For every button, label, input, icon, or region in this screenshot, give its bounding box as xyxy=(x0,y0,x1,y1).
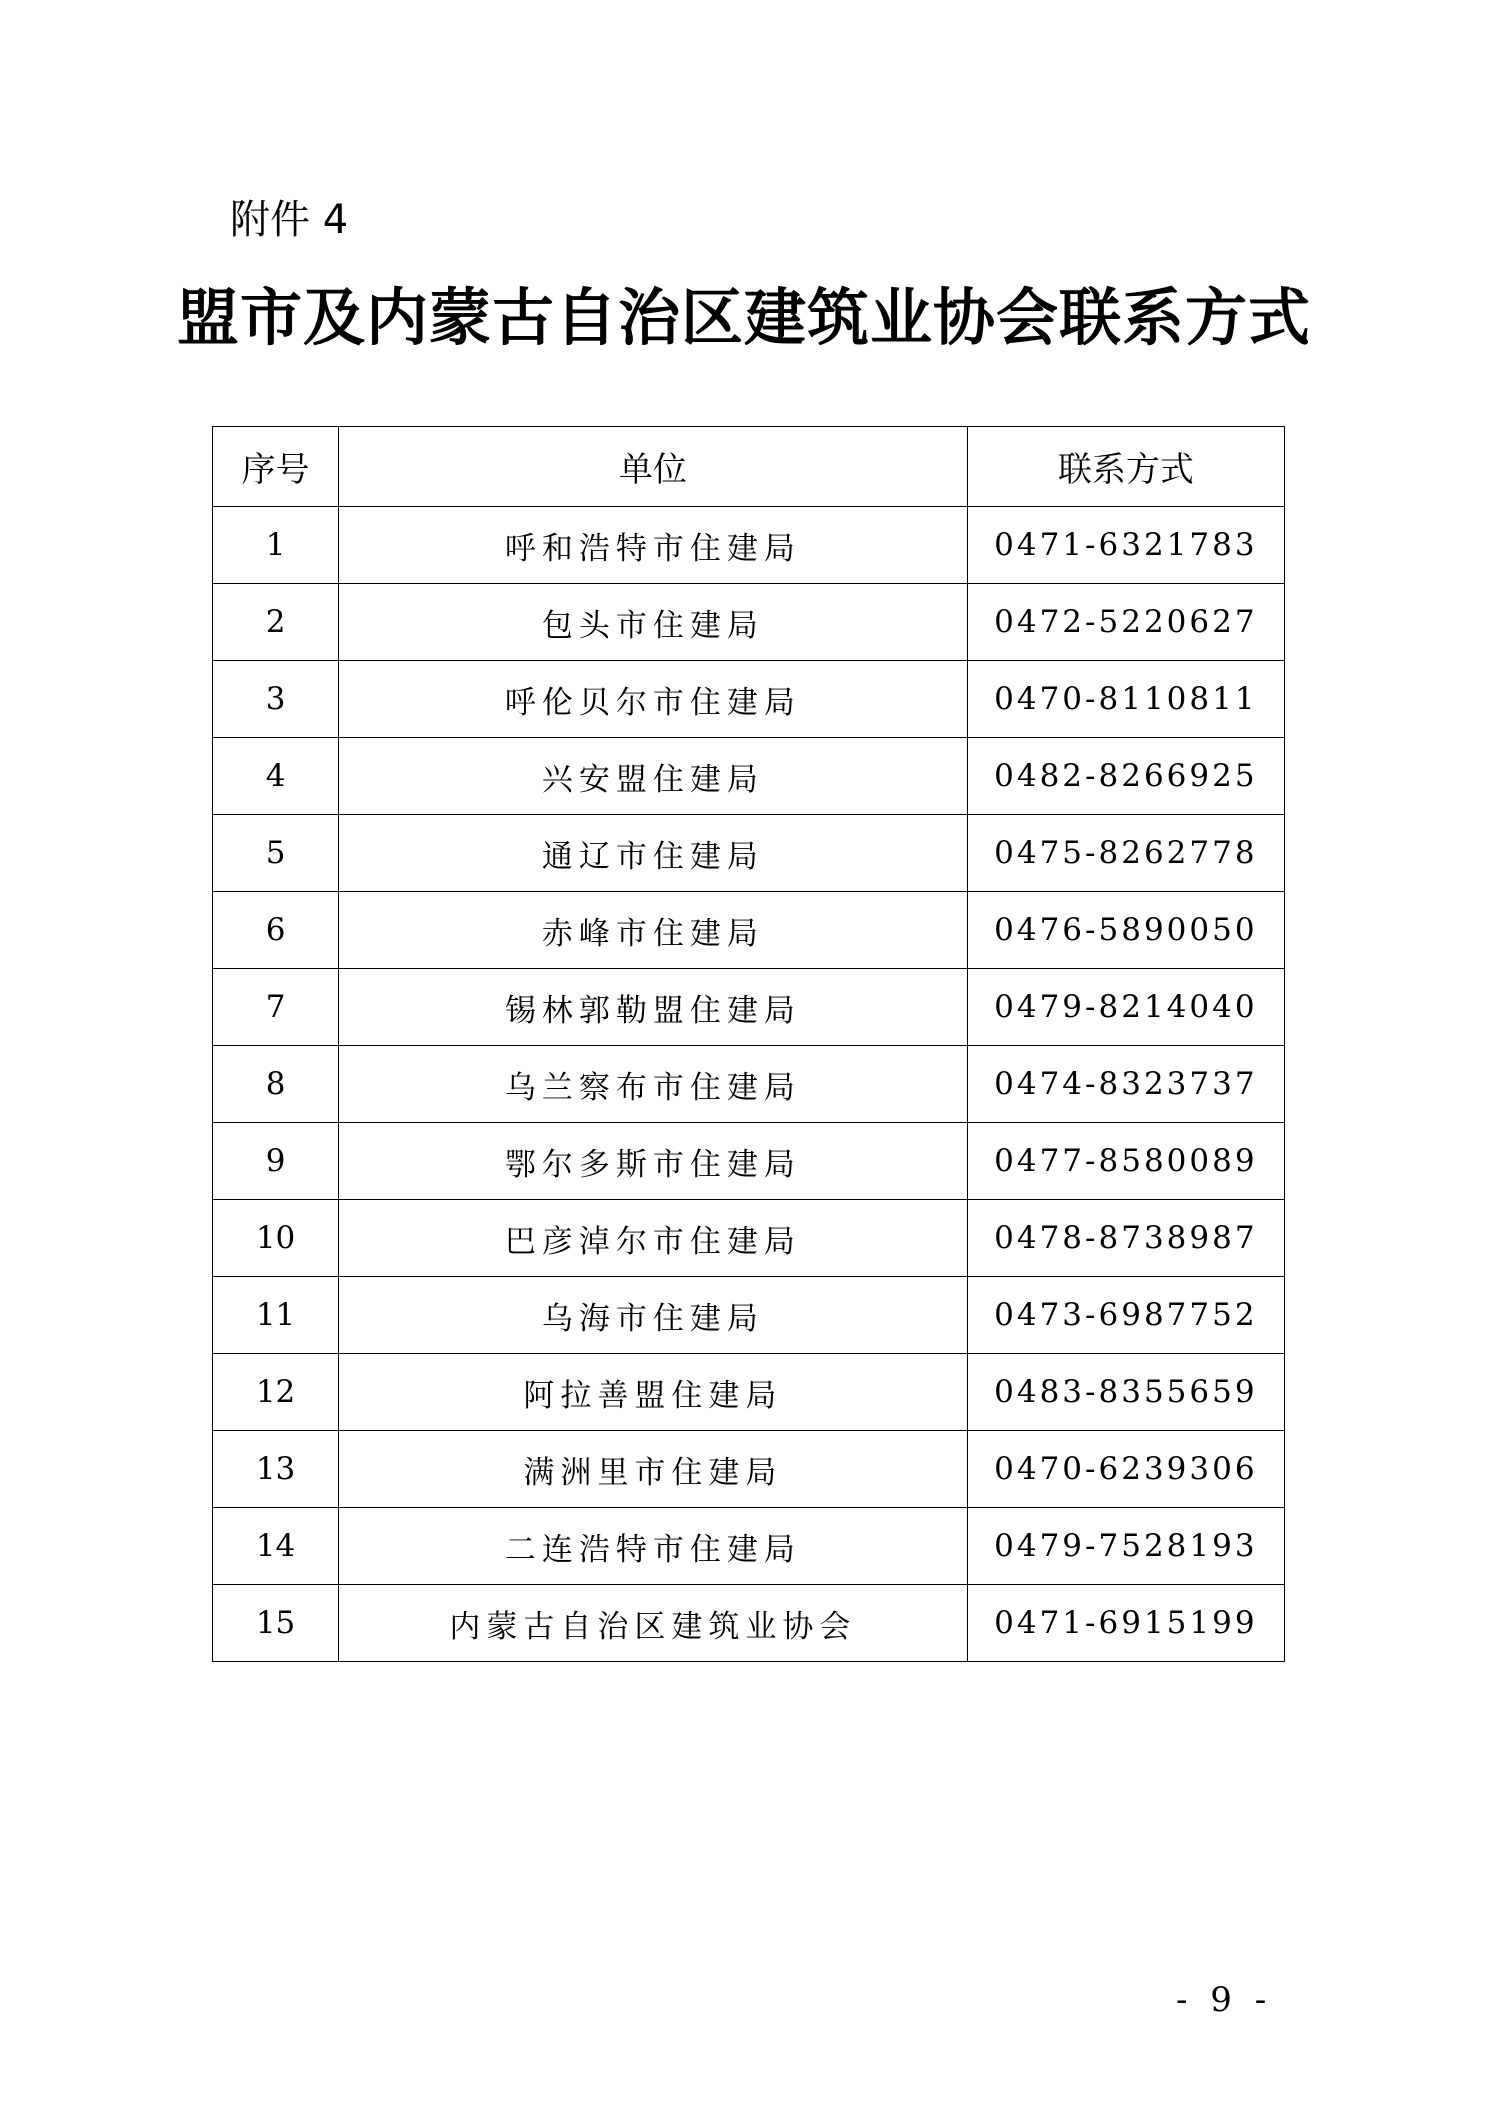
phone-number-cell: 0482-8266925 xyxy=(967,738,1284,815)
unit-name-cell: 阿拉善盟住建局 xyxy=(339,1354,968,1431)
page-title: 盟市及内蒙古自治区建筑业协会联系方式 xyxy=(176,281,1311,354)
row-number-cell: 10 xyxy=(213,1200,339,1277)
row-number-cell: 12 xyxy=(213,1354,339,1431)
table-row xyxy=(213,1046,1285,1123)
unit-name-cell: 呼和浩特市住建局 xyxy=(339,507,968,584)
row-number-cell: 6 xyxy=(213,892,339,969)
unit-name-cell: 兴安盟住建局 xyxy=(339,738,968,815)
table-body xyxy=(213,507,1285,1662)
table-row xyxy=(213,815,1285,892)
phone-number-cell: 0477-8580089 xyxy=(967,1123,1284,1200)
unit-name-cell: 包头市住建局 xyxy=(339,584,968,661)
unit-name-cell: 巴彦淖尔市住建局 xyxy=(339,1200,968,1277)
row-number-cell: 14 xyxy=(213,1508,339,1585)
unit-name-cell: 二连浩特市住建局 xyxy=(339,1508,968,1585)
page-number: - 9 - xyxy=(1176,1980,1273,2020)
unit-name-cell: 鄂尔多斯市住建局 xyxy=(339,1123,968,1200)
phone-number-cell: 0479-7528193 xyxy=(967,1508,1284,1585)
table-row xyxy=(213,1277,1285,1354)
row-number-cell: 2 xyxy=(213,584,339,661)
table-row xyxy=(213,892,1285,969)
unit-name-cell: 乌海市住建局 xyxy=(339,1277,968,1354)
attachment-label: 附件 4 xyxy=(230,197,349,243)
row-number-cell: 15 xyxy=(213,1585,339,1662)
table-row xyxy=(213,1200,1285,1277)
phone-number-cell: 0479-8214040 xyxy=(967,969,1284,1046)
row-number-cell: 7 xyxy=(213,969,339,1046)
phone-number-cell: 0483-8355659 xyxy=(967,1354,1284,1431)
column-header-phone: 联系方式 xyxy=(967,427,1284,507)
phone-number-cell: 0473-6987752 xyxy=(967,1277,1284,1354)
phone-number-cell: 0474-8323737 xyxy=(967,1046,1284,1123)
column-header-unit: 单位 xyxy=(339,427,968,507)
contact-table xyxy=(212,426,1285,1662)
table-row xyxy=(213,1123,1285,1200)
phone-number-cell: 0475-8262778 xyxy=(967,815,1284,892)
phone-number-cell: 0472-5220627 xyxy=(967,584,1284,661)
row-number-cell: 9 xyxy=(213,1123,339,1200)
phone-number-cell: 0471-6321783 xyxy=(967,507,1284,584)
row-number-cell: 8 xyxy=(213,1046,339,1123)
table-row xyxy=(213,1585,1285,1662)
phone-number-cell: 0478-8738987 xyxy=(967,1200,1284,1277)
column-header-no: 序号 xyxy=(213,427,339,507)
table-row xyxy=(213,661,1285,738)
phone-number-cell: 0470-8110811 xyxy=(967,661,1284,738)
unit-name-cell: 满洲里市住建局 xyxy=(339,1431,968,1508)
phone-number-cell: 0471-6915199 xyxy=(967,1585,1284,1662)
unit-name-cell: 乌兰察布市住建局 xyxy=(339,1046,968,1123)
table-row xyxy=(213,738,1285,815)
table-row xyxy=(213,584,1285,661)
row-number-cell: 3 xyxy=(213,661,339,738)
table-row xyxy=(213,1508,1285,1585)
table-row xyxy=(213,1354,1285,1431)
unit-name-cell: 通辽市住建局 xyxy=(339,815,968,892)
row-number-cell: 4 xyxy=(213,738,339,815)
unit-name-cell: 内蒙古自治区建筑业协会 xyxy=(339,1585,968,1662)
row-number-cell: 13 xyxy=(213,1431,339,1508)
row-number-cell: 11 xyxy=(213,1277,339,1354)
table-header-row xyxy=(213,427,1285,507)
unit-name-cell: 赤峰市住建局 xyxy=(339,892,968,969)
row-number-cell: 5 xyxy=(213,815,339,892)
unit-name-cell: 锡林郭勒盟住建局 xyxy=(339,969,968,1046)
phone-number-cell: 0476-5890050 xyxy=(967,892,1284,969)
table-row xyxy=(213,507,1285,584)
unit-name-cell: 呼伦贝尔市住建局 xyxy=(339,661,968,738)
row-number-cell: 1 xyxy=(213,507,339,584)
table-row xyxy=(213,1431,1285,1508)
phone-number-cell: 0470-6239306 xyxy=(967,1431,1284,1508)
table-row xyxy=(213,969,1285,1046)
